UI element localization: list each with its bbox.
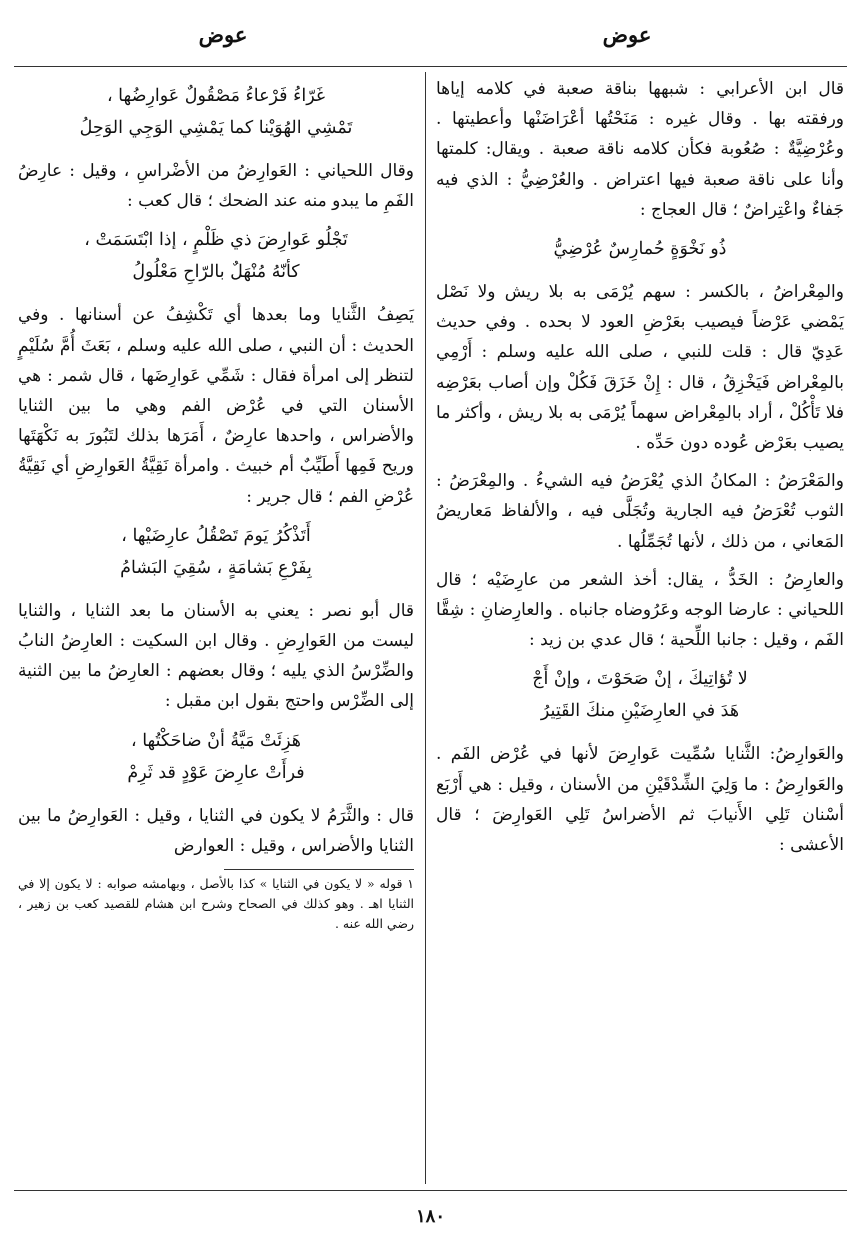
- right-column: [436, 74, 844, 868]
- verse-line: كأنّهُ مُنْهَلٌ بالرّاحِ مَعْلُولُ: [132, 262, 300, 283]
- verse-line: غَرّاءُ فَرْعاءُ مَصْقُولٌ عَوارِضُها ،: [106, 86, 326, 106]
- verse-line: هَدَ في العارِضَيْنِ منكَ القَتِيرُ: [540, 701, 740, 722]
- verse-line: لا تُؤاتِيكَ ، إنْ صَحَوْتَ ، وإنْ أَجْ: [532, 669, 748, 690]
- paragraph: قال أبو نصر : يعني به الأسنان ما بعد الثنايا ، والثنايا ليست من العَوارِضِ . وقال ابن السكيت : العارِضُ النابُ والضِّرْسُ الذي يليه ؛ وقال بعضهم : العارِضُ ما بين الثنية إلى الضِّرْس واحتج بقول ابن مقبل :: [18, 600, 414, 712]
- paragraph: قال : والثَّرَمُ لا يكون في الثنايا ، وقيل : العَوارِضُ ما بين الثنايا والأضراس ، وقيل : العوارض: [18, 805, 414, 856]
- page-number: ١٨٠: [415, 1206, 445, 1227]
- footnote: ١ قوله « لا يكون في الثنايا » كذا بالأصل ، وبهامشه صوابه : لا يكون إلا في الثنايا اهـ . وهو كذلك في الصحاح وشرح ابن هشام للقصيد كعب بن زهير ، رضي الله عنه .: [18, 876, 414, 932]
- verse: [18, 224, 414, 288]
- paragraph: والعَوارِضُ: الثَّنايا سُمِّيت عَوارِضَ لأنها في عُرْض الفَم . والعَوارِضُ : ما وَلِيَ الشِّدْقَيْنِ من الأسنان ، وقيل : هي أَرْبَع أسْنان تَلِي الأَنيابَ ثم الأضراسُ تَلِي العَوارِضَ ؛ قال الأعشى :: [436, 744, 844, 856]
- bottom-rule: [14, 1190, 847, 1191]
- left-column: [18, 74, 414, 934]
- footnote-rule: [224, 869, 414, 870]
- verse-line: أَتَذْكُرُ يَومَ تَصْقُلُ عارِضَيْها ،: [121, 525, 311, 546]
- verse-line: بِفَرْعِ بَشامَةٍ ، سُقِيَ البَشامُ: [120, 557, 312, 578]
- column-divider: [425, 72, 426, 1184]
- verse: [436, 233, 844, 265]
- verse-line: تَمْشِي الهُوَيْنا كما يَمْشِي الوَجِي الوَحِلُ: [79, 118, 353, 138]
- top-rule: [14, 66, 847, 67]
- verse: [436, 663, 844, 727]
- header-left-keyword: عوض: [198, 22, 248, 47]
- paragraph: والمِعْراضُ ، بالكسر : سهم يُرْمَى به بلا ريش ولا نَصْل يَمْضي عَرْضاً فيصيب بعَرْضِ العود لا بحده . وفي حديث عَدِيّ قال : قلت للنبي ، صلى الله عليه وسلم : أَرْمِي بالمِعْراض فَيَخْزِقُ ، قال : إِنْ خَزَقَ فَكُلْ وإن أصاب بعَرْضِه فلا تَأْكُلْ ، أراد بالمِعْراض سهماً يُرْمَى به بلا ريش ، وأكثر ما يصيب بعَرْض عُوده دون حَدِّه .: [436, 282, 844, 454]
- verse-line: فرأَتْ عارِضَ عَوْدٍ قد ثَرِمْ: [127, 762, 305, 783]
- paragraph: قال ابن الأعرابي : شبهها بناقة صعبة في كلامه إياها ورفقته بها . وقال غيره : مَنَحْتُها أعْرَاضَنْها وأعطيتها . وعُرْضِيَّةٌ : صُعُوبة فكأن كلامه ناقة صعبة . ويقال: كلمتها وأنا على ناقة صعبة فيها اعتراض . والعُرْضِيُّ : الذي فيه جَفاءٌ واعْتِراضٌ ؛ قال العجاج :: [436, 79, 844, 220]
- paragraph: والمَعْرَضُ : المكانُ الذي يُعْرَضُ فيه الشيءُ . والمِعْرَضُ : الثوب تُعْرَضُ فيه الجارية وتُجَلَّى فيه ، والألفاظ مَعاريضُ المَعاني ، من ذلك ، لأنها تُجَمِّلُها .: [436, 471, 844, 552]
- verse: [18, 725, 414, 789]
- paragraph: والعارِضُ : الخَدُّ ، يقال: أخذ الشعر من عارِضَيْه ؛ قال اللحياني : عارضا الوجه وعَرُوضاه جانباه . والعارِضانِ : شِقَّا الفَم ، وقيل : جانبا اللِّحية ؛ قال عدي بن زيد :: [436, 569, 844, 651]
- header-right-keyword: عوض: [602, 22, 652, 47]
- paragraph: يَصِفُ الثَّنايا وما بعدها أي تَكْشِفُ عن أسنانها . وفي الحديث : أن النبي ، صلى الله عليه وسلم ، بَعَثَ أُمَّ سُلَيْمٍ لتنظر إلى امرأة فقال : شَمِّي عَوارِضَها ، قال شمر : هي الأسنان التي في عُرْض الفم وهي ما بين الثنايا والأضراس ، واحدها عارِضٌ ، أَمَرَها بذلك لتَبُورَ به نَكْهَتَها وريح فَمِها أَطَيِّبٌ أم خبيث . وامرأة نَقِيَّةُ العَوارِضِ أي نَقِيَّةُ عُرْضِ الفم ؛ قال جرير :: [18, 305, 414, 507]
- verse: [18, 520, 414, 584]
- paragraph: وقال اللحياني : العَوارِضُ من الأضْراسِ ، وقيل : عارِضُ الفَمِ ما يبدو منه عند الضحك ؛ قال كعب :: [18, 161, 414, 212]
- verse-line: هَزِئَتْ مَيَّةُ أنْ ضاحَكْتُها ،: [131, 730, 301, 751]
- verse-line: ذُو نَخْوَةٍ حُمارِسٌ عُرْضِيُّ: [553, 239, 727, 260]
- verse: [18, 80, 414, 144]
- verse-line: تَجْلُو عَوارِضَ ذي ظَلْمٍ ، إذا ابْتَسَمَتْ ،: [84, 230, 348, 251]
